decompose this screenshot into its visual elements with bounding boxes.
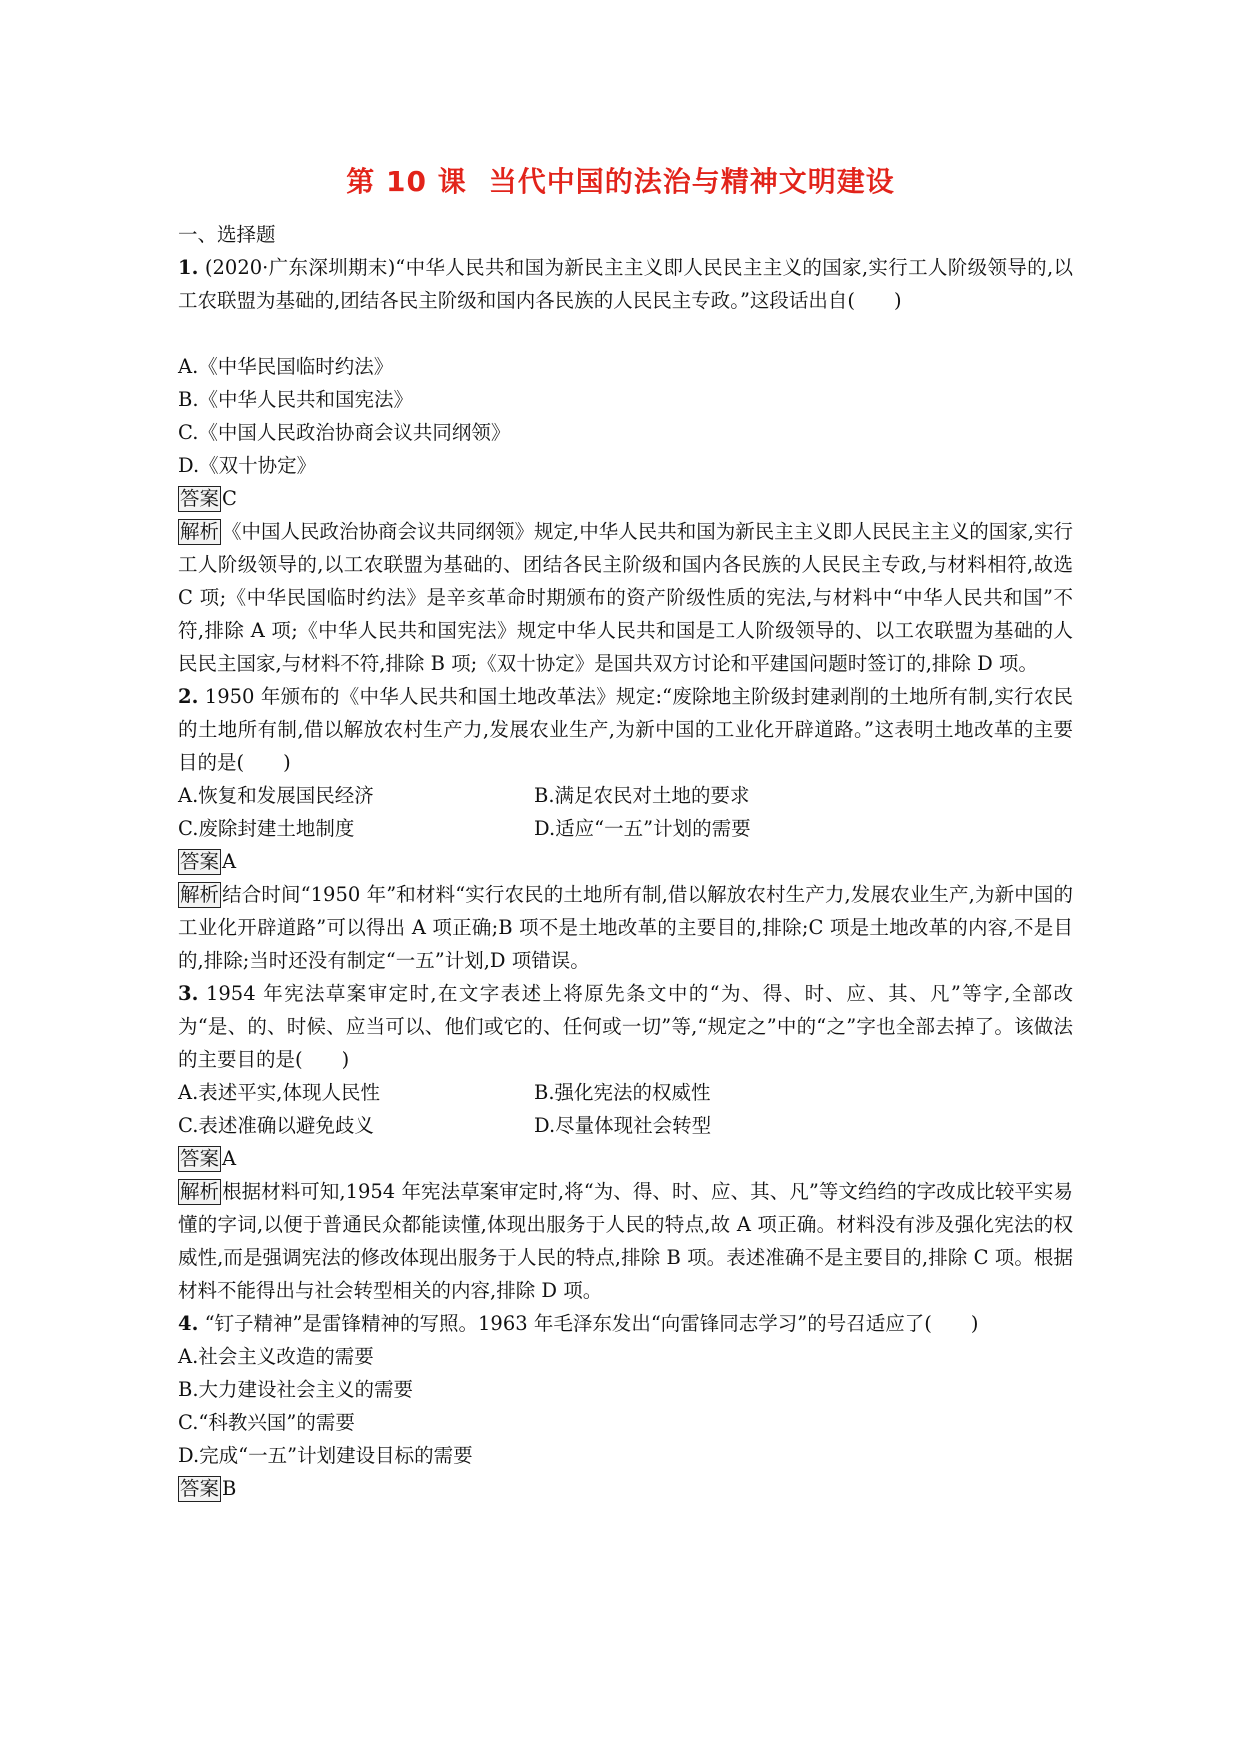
lesson-topic: 当代中国的法治与精神文明建设	[488, 165, 895, 198]
option: C.废除封建土地制度	[178, 817, 355, 840]
lesson-number: 第 10 课	[346, 165, 467, 198]
options-row	[178, 1076, 1073, 1109]
answer-row	[178, 1472, 1073, 1505]
answer-label: 答案	[180, 1147, 220, 1170]
option: C.“科教兴国”的需要	[178, 1411, 355, 1434]
analysis-row	[178, 1175, 1073, 1307]
analysis-label: 解析	[180, 883, 220, 906]
answer-label: 答案	[180, 850, 220, 873]
question-2-stem	[178, 680, 1073, 779]
answer-row	[178, 1142, 1073, 1175]
answer-value: A	[222, 850, 237, 873]
question-text: (2020·广东深圳期末)“中华人民共和国为新民主主义即人民民主主义的国家,实行工人阶级领导的,以工农联盟为基础的,团结各民主阶级和国内各民族的人民民主专政。”这段话出自( )	[178, 256, 1073, 312]
question-3-stem	[178, 977, 1073, 1076]
option: D.尽量体现社会转型	[534, 1114, 712, 1137]
option: C.表述准确以避免歧义	[178, 1114, 374, 1137]
answer-value: B	[222, 1477, 237, 1500]
option: A.社会主义改造的需要	[178, 1345, 374, 1368]
question-number: 1.	[178, 256, 199, 279]
option: A.《中华民国临时约法》	[178, 355, 394, 378]
analysis-label: 解析	[180, 1180, 220, 1203]
options-row	[178, 812, 1073, 845]
option: A.恢复和发展国民经济	[178, 784, 374, 807]
options-row	[178, 1109, 1073, 1142]
option: D.适应“一五”计划的需要	[534, 817, 751, 840]
option: C.《中国人民政治协商会议共同纲领》	[178, 421, 511, 444]
page-title	[0, 160, 1241, 200]
answer-label: 答案	[180, 487, 220, 510]
question-text: 1950 年颁布的《中华人民共和国土地改革法》规定:“废除地主阶级封建剥削的土地所有制,实行农民的土地所有制,借以解放农村生产力,发展农业生产,为新中国的工业化开辟道路。”这表明土地改革的主要目的是( )	[178, 685, 1074, 774]
option: A.表述平实,体现人民性	[178, 1081, 380, 1104]
question-4-stem	[178, 1307, 1073, 1340]
answer-value: C	[222, 487, 237, 510]
analysis-text: 结合时间“1950 年”和材料“实行农民的土地所有制,借以解放农村生产力,发展农业生产,为新中国的工业化开辟道路”可以得出 A 项正确;B 项不是土地改革的主要目的,排除;C 项是土地改革的内容,不是目的,排除;当时还没有制定“一五”计划,D 项错误。	[178, 883, 1073, 972]
options-row	[178, 779, 1073, 812]
option: B.满足农民对土地的要求	[534, 784, 750, 807]
option: B.强化宪法的权威性	[534, 1081, 711, 1104]
option: D.完成“一五”计划建设目标的需要	[178, 1444, 473, 1467]
option: B.大力建设社会主义的需要	[178, 1378, 414, 1401]
analysis-row	[178, 515, 1073, 680]
answer-row	[178, 482, 1073, 515]
analysis-label: 解析	[180, 520, 220, 543]
answer-value: A	[222, 1147, 237, 1170]
question-number: 3.	[178, 982, 199, 1005]
question-number: 2.	[178, 685, 199, 708]
analysis-text: 根据材料可知,1954 年宪法草案审定时,将“为、得、时、应、其、凡”等文绉绉的字改成比较平实易懂的字词,以便于普通民众都能读懂,体现出服务于人民的特点,故 A 项正确。材料没有涉及强化宪法的权威性,而是强调宪法的修改体现出服务于人民的特点,排除 B 项。表述准确不是主要目的,排除 C 项。根据材料不能得出与社会转型相关的内容,排除 D 项。	[178, 1180, 1073, 1302]
question-text: 1954 年宪法草案审定时,在文字表述上将原先条文中的“为、得、时、应、其、凡”等字,全部改为“是、的、时候、应当可以、他们或它的、任何或一切”等,“规定之”中的“之”字也全部去掉了。该做法的主要目的是( )	[178, 982, 1073, 1071]
analysis-text: 《中国人民政治协商会议共同纲领》规定,中华人民共和国为新民主主义即人民民主主义的国家,实行工人阶级领导的,以工农联盟为基础的、团结各民主阶级和国内各民族的人民民主专政,与材料相符,故选 C 项;《中华民国临时约法》是辛亥革命时期颁布的资产阶级性质的宪法,与材料中“中华人民共和国”不符,排除 A 项;《中华人民共和国宪法》规定中华人民共和国是工人阶级领导的、以工农联盟为基础的人民民主国家,与材料不符,排除 B 项;《双十协定》是国共双方讨论和平建国问题时签订的,排除 D 项。	[178, 520, 1073, 675]
question-number: 4.	[178, 1312, 199, 1335]
option: B.《中华人民共和国宪法》	[178, 388, 414, 411]
option: D.《双十协定》	[178, 454, 317, 477]
answer-label: 答案	[180, 1477, 220, 1500]
question-text: “钉子精神”是雷锋精神的写照。1963 年毛泽东发出“向雷锋同志学习”的号召适应了( )	[204, 1312, 979, 1335]
analysis-row	[178, 878, 1073, 977]
answer-row	[178, 845, 1073, 878]
section-heading: 一、选择题	[178, 223, 276, 246]
content	[178, 218, 1073, 1505]
question-1-stem	[178, 251, 1073, 317]
